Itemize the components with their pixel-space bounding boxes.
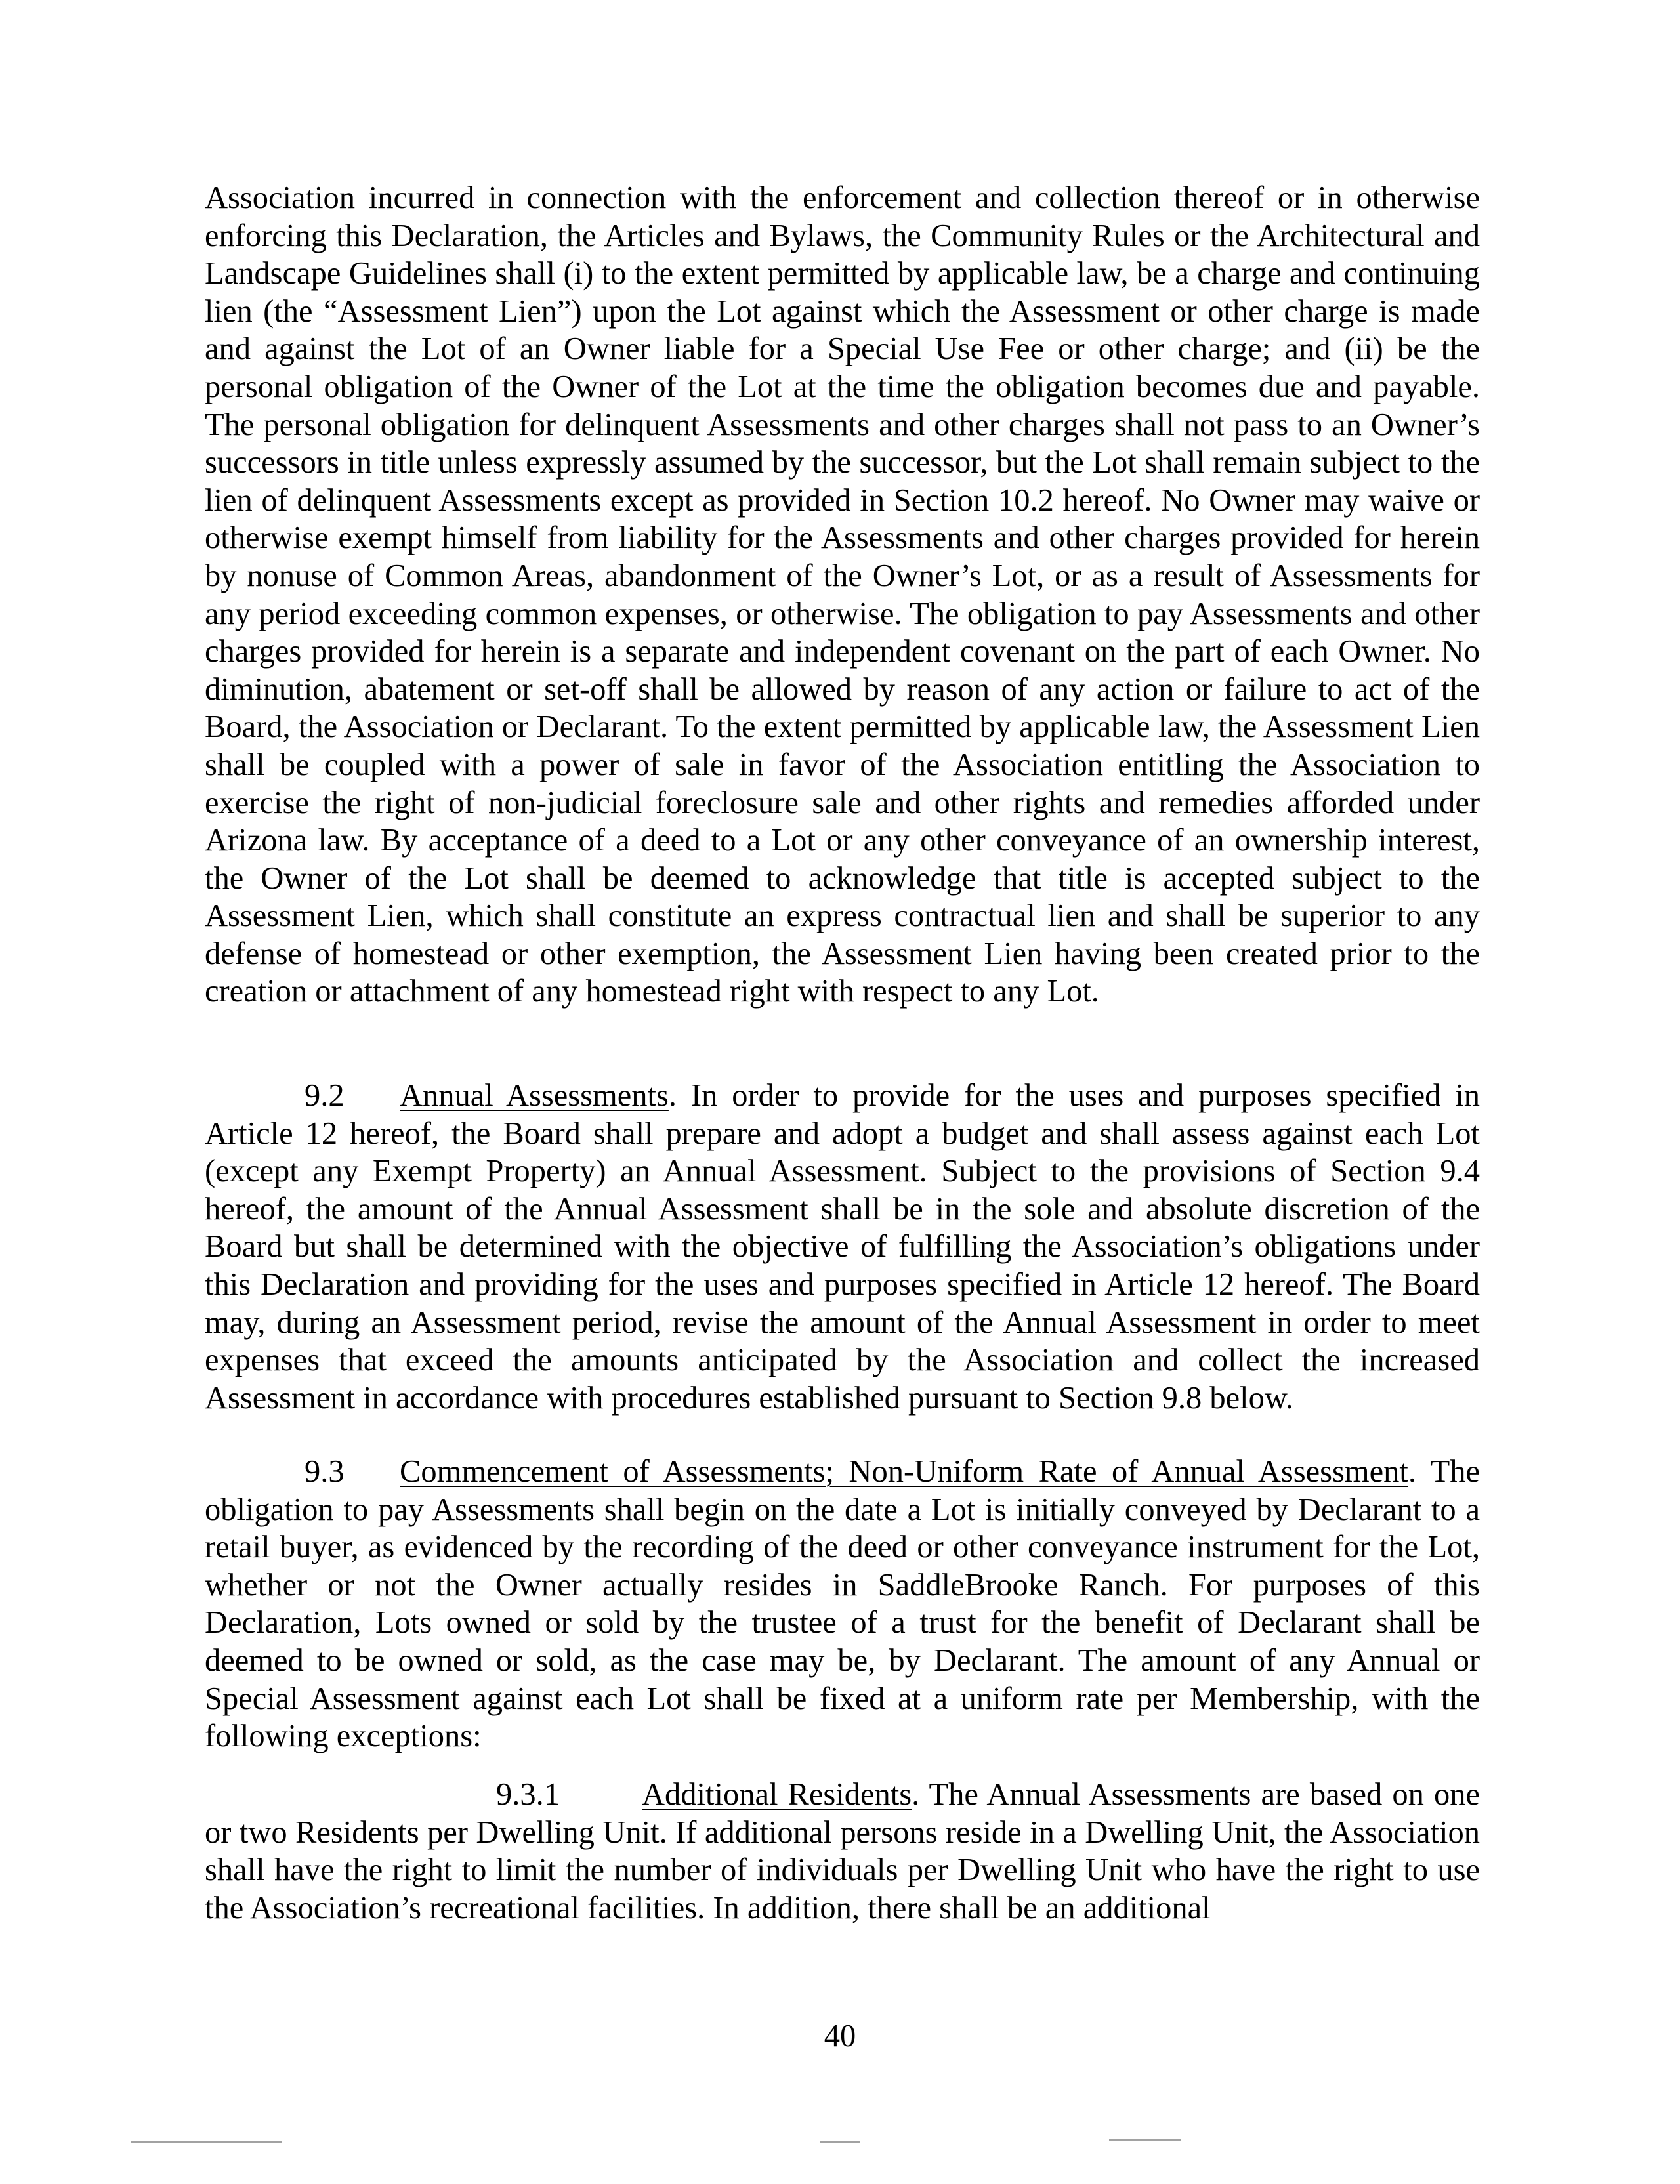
section-body: . The Annual Assessments are based on one or two Residents per Dwelling Unit. If additional persons reside in a Dwelling Unit, the Association shall have the right to limit the number of individuals per Dwelling Unit who have the right to use the Association’s recreational facilities. In addition, there shall be an additional [205, 1777, 1480, 1925]
section-9-3-paragraph [205, 1453, 1480, 1755]
section-heading: Additional Residents [642, 1777, 912, 1812]
section-9-2-paragraph [205, 1077, 1480, 1417]
section-number: 9.3.1 [496, 1777, 560, 1812]
paragraph-assessment-lien: Association incurred in connection with the enforcement and collection thereof or in otherwise enforcing this Declaration, the Articles and Bylaws, the Community Rules or the Architectural and Landscape Guidelines shall (i) to the extent permitted by applicable law, be a charge and continuing lien (the “Assessment Lien”) upon the Lot against which the Assessment or other charge is made and against the Lot of an Owner liable for a Special Use Fee or other charge; and (ii) be the personal obligation of the Owner of the Lot at the time the obligation becomes due and payable. The personal obligation for delinquent Assessments and other charges shall not pass to an Owner’s successors in title unless expressly assumed by the successor, but the Lot shall remain subject to the lien of delinquent Assessments except as provided in Section 10.2 hereof. No Owner may waive or otherwise exempt himself from liability for the Assessments and other charges provided for herein by nonuse of Common Areas, abandonment of the Owner’s Lot, or as a result of Assessments for any period exceeding common expenses, or otherwise. The obligation to pay Assessments and other charges provided for herein is a separate and independent covenant on the part of each Owner. No diminution, abatement or set-off shall be allowed by reason of any action or failure to act of the Board, the Association or Declarant. To the extent permitted by applicable law, the Assessment Lien shall be coupled with a power of sale in favor of the Association entitling the Association to exercise the right of non-judicial foreclosure sale and other rights and remedies afforded under Arizona law. By acceptance of a deed to a Lot or any other conveyance of an ownership interest, the Owner of the Lot shall be deemed to acknowledge that title is accepted subject to the Assessment Lien, which shall constitute an express contractual lien and shall be superior to any defense of homestead or other exemption, the Assessment Lien having been created prior to the creation or attachment of any homestead right with respect to any Lot. [205, 180, 1480, 1009]
page-number: 40 [824, 2019, 856, 2053]
section-body: . The obligation to pay Assessments shall begin on the date a Lot is initially conveyed by Declarant to a retail buyer, as evidenced by the recording of the deed or other conveyance instrument for the Lot, whether or not the Owner actually resides in SaddleBrooke Ranch. For purposes of this Declaration, Lots owned or sold by the trustee of a trust for the benefit of Declarant shall be deemed to be owned or sold, as the case may be, by Declarant. The amount of any Annual or Special Assessment against each Lot shall be fixed at a uniform rate per Membership, with the following exceptions: [205, 1454, 1480, 1754]
scan-artifact [820, 2141, 860, 2143]
section-body: . In order to provide for the uses and purposes specified in Article 12 hereof, the Board shall prepare and adopt a budget and shall assess against each Lot (except any Exempt Property) an Annual Assessment. Subject to the provisions of Section 9.4 hereof, the amount of the Annual Assessment shall be in the sole and absolute discretion of the Board but shall be determined with the objective of fulfilling the Association’s obligations under this Declaration and providing for the uses and purposes specified in Article 12 hereof. The Board may, during an Assessment period, revise the amount of the Annual Assessment in order to meet expenses that exceed the amounts anticipated by the Association and collect the increased Assessment in accordance with procedures established pursuant to Section 9.8 below. [205, 1078, 1480, 1416]
scan-artifact [1109, 2139, 1181, 2141]
section-heading: Commencement of Assessments; Non-Uniform Rate of Annual Assessment [400, 1454, 1408, 1489]
section-number: 9.3 [304, 1454, 345, 1489]
section-number: 9.2 [304, 1078, 345, 1113]
scan-artifact [131, 2141, 282, 2143]
section-9-3-1-paragraph [205, 1776, 1480, 1927]
section-heading: Annual Assessments [400, 1078, 669, 1113]
